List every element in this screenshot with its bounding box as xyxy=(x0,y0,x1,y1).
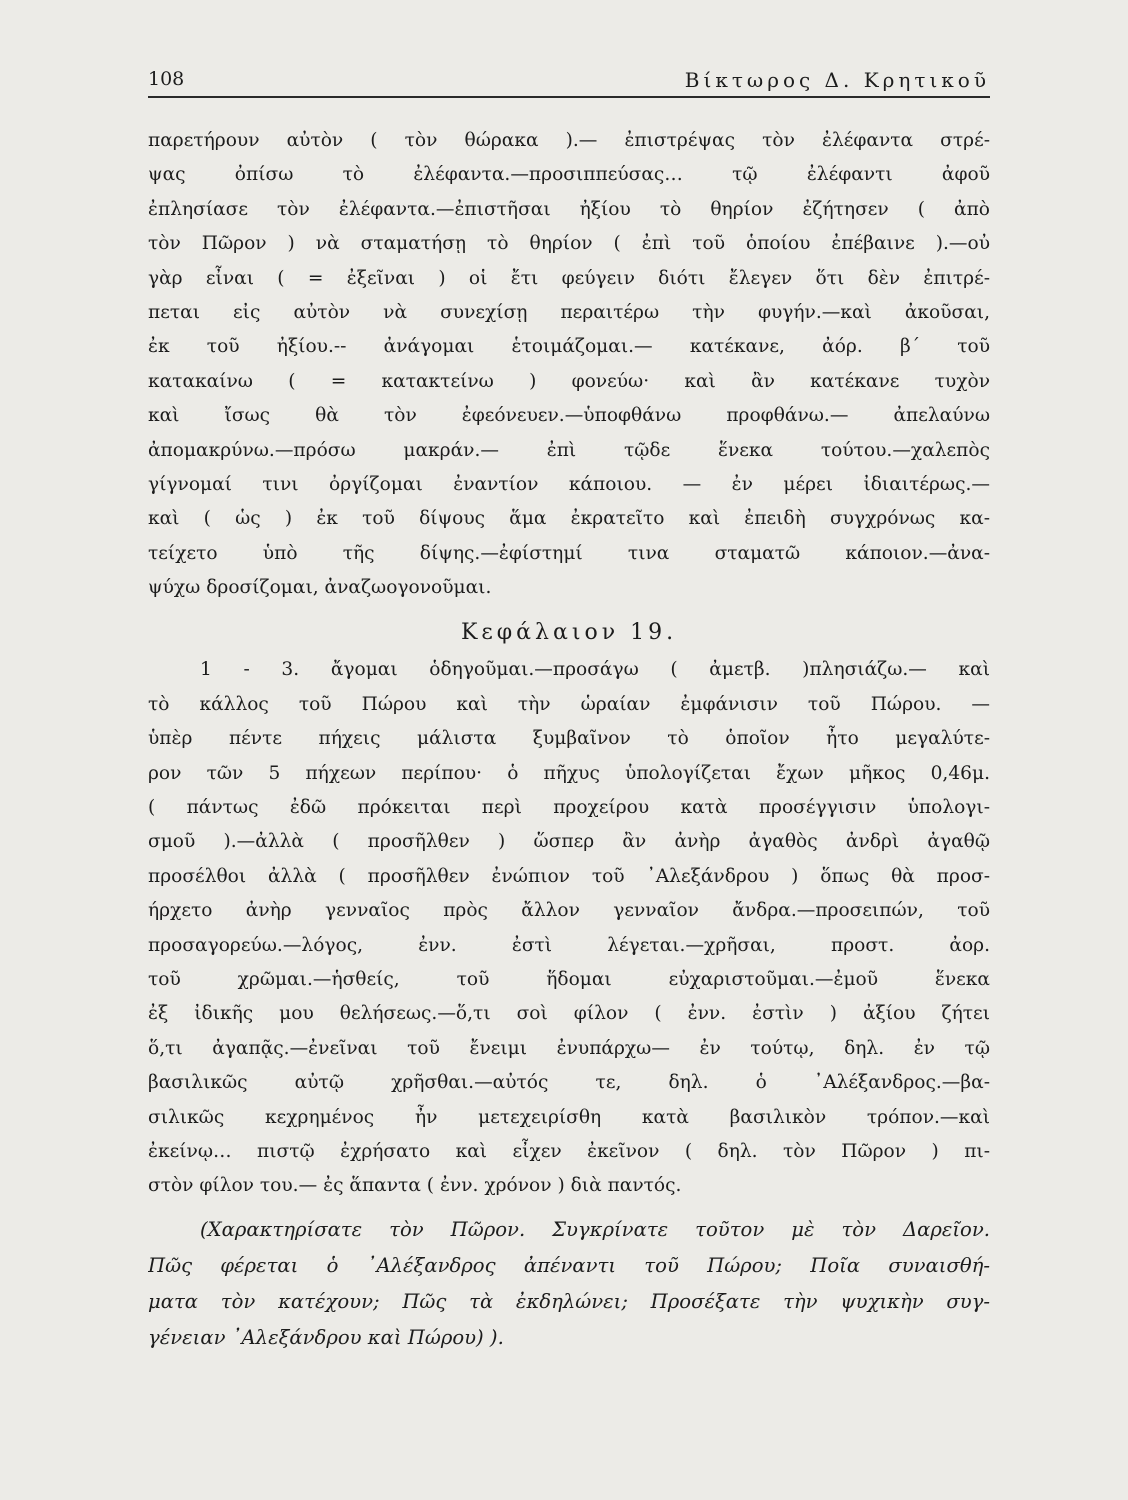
text-line: ἐκείνῳ… πιστῷ ἐχρήσατο καὶ εἶχεν ἐκεῖνον ( δηλ. τὸν Πῶρον ) πι- xyxy=(148,1140,990,1162)
text-line: καὶ ἴσως θὰ τὸν ἐφεόνευεν.—ὑποφθάνω προφθάνω.— ἀπελαύνω xyxy=(148,405,990,427)
text-line: στὸν φίλον του.— ἐς ἅπαντα ( ἐνν. χρόνον ) διὰ παντός. xyxy=(148,1175,682,1197)
text-line: καὶ ( ὡς ) ἐκ τοῦ δίψους ἅμα ἐκρατεῖτο καὶ ἐπειδὴ συγχρόνως κα- xyxy=(148,508,990,530)
text-line: ἐξ ἰδικῆς μου θελήσεως.—ὅ,τι σοὶ φίλον ( ἐνν. ἐστὶν ) ἀξίου ζήτει xyxy=(148,1003,990,1025)
text-line: παρετήρουν αὐτὸν ( τὸν θώρακα ).— ἐπιστρέψας τὸν ἐλέφαντα στρέ- xyxy=(148,130,990,151)
note-line: (Χαρακτηρίσατε τὸν Πῶρον. Συγκρίνατε τοῦτον μὲ τὸν Δαρεῖον. xyxy=(200,1217,990,1241)
text-line: 1 - 3. ἄγομαι ὁδηγοῦμαι.—προσάγω ( ἀμετβ. )πλησιάζω.— καὶ xyxy=(200,659,990,681)
paragraph-glossary-1 xyxy=(148,124,990,605)
text-line: προσέλθοι ἀλλὰ ( προσῆλθεν ἐνώπιον τοῦ ᾿Αλεξάνδρου ) ὅπως θὰ προσ- xyxy=(148,865,990,887)
page-body xyxy=(148,124,990,1356)
text-line: ἐπλησίασε τὸν ἐλέφαντα.—ἐπιστῆσαι ἠξίου τὸ θηρίον ἐζήτησεν ( ἀπὸ xyxy=(148,198,990,220)
note-line: ματα τὸν κατέχουν; Πῶς τὰ ἐκδηλώνει; Προσέξατε τὴν ψυχικὴν συγ- xyxy=(148,1289,990,1313)
text-line: τείχετο ὑπὸ τῆς δίψης.—ἐφίστημί τινα σταματῶ κάποιον.—ἀνα- xyxy=(148,542,990,564)
text-line: τὸ κάλλος τοῦ Πώρου καὶ τὴν ὡραίαν ἐμφάνισιν τοῦ Πώρου. — xyxy=(148,693,990,715)
text-line: προσαγορεύω.—λόγος, ἐνν. ἐστὶ λέγεται.—χρῆσαι, προστ. ἀορ. xyxy=(148,934,990,956)
page-number: 108 xyxy=(148,68,185,90)
text-line: ἀπομακρύνω.—πρόσω μακράν.— ἐπὶ τῷδε ἕνεκα τούτου.—χαλεπὸς xyxy=(148,439,990,461)
note-line: γένειαν ᾿Αλεξάνδρου καὶ Πώρου) ). xyxy=(148,1325,504,1349)
text-line: ψύχω δροσίζομαι, ἀναζωογονοῦμαι. xyxy=(148,577,492,599)
page-header xyxy=(148,62,990,98)
text-line: βασιλικῶς αὐτῷ χρῆσθαι.—αὐτός τε, δηλ. ὁ ᾿Αλέξανδρος.—βα- xyxy=(148,1072,990,1094)
note-line: Πῶς φέρεται ὁ ᾿Αλέξανδρος ἀπέναντι τοῦ Πώρου; Ποῖα συναισθή- xyxy=(148,1253,990,1277)
text-line: γὰρ εἶναι ( = ἐξεῖναι ) οἱ ἔτι φεύγειν διότι ἔλεγεν ὅτι δὲν ἐπιτρέ- xyxy=(148,267,990,289)
paragraph-glossary-2 xyxy=(148,653,990,1203)
text-line: τοῦ χρῶμαι.—ἡσθείς, τοῦ ἥδομαι εὐχαριστοῦμαι.—ἐμοῦ ἕνεκα xyxy=(148,968,990,990)
italic-note xyxy=(148,1212,990,1356)
text-line: γίγνομαί τινι ὀργίζομαι ἐναντίον κάποιου. — ἐν μέρει ἰδιαιτέρως.— xyxy=(148,473,990,495)
chapter-title: Κεφάλαιον 19. xyxy=(460,620,678,646)
running-head: Βίκτωρος Δ. Κρητικοῦ xyxy=(684,68,990,92)
text-line: πεται εἰς αὐτὸν νὰ συνεχίσῃ περαιτέρω τὴν φυγήν.—καὶ ἀκοῦσαι, xyxy=(148,301,990,323)
text-line: κατακαίνω ( = κατακτείνω ) φονεύω· καὶ ἂν κατέκανε τυχὸν xyxy=(148,370,990,392)
text-line: ὑπὲρ πέντε πήχεις μάλιστα ξυμβαῖνον τὸ ὁποῖον ἦτο μεγαλύτε- xyxy=(148,728,990,750)
text-line: ρον τῶν 5 πήχεων περίπου· ὁ πῆχυς ὑπολογίζεται ἔχων μῆκος 0,46μ. xyxy=(148,762,990,784)
text-line: ὅ,τι ἀγαπᾷς.—ἐνεῖναι τοῦ ἔνειμι ἐνυπάρχω— ἐν τούτῳ, δηλ. ἐν τῷ xyxy=(148,1037,990,1059)
text-line: σιλικῶς κεχρημένος ἦν μετεχειρίσθη κατὰ βασιλικὸν τρόπον.—καὶ xyxy=(148,1106,990,1128)
text-line: ήρχετο ἀνὴρ γενναῖος πρὸς ἄλλον γενναῖον ἄνδρα.—προσειπών, τοῦ xyxy=(148,900,990,922)
text-line: ( πάντως ἐδῶ πρόκειται περὶ προχείρου κατὰ προσέγγισιν ὑπολογι- xyxy=(148,797,990,819)
text-line: τὸν Πῶρον ) νὰ σταματήσῃ τὸ θηρίον ( ἐπὶ τοῦ ὁποίου ἐπέβαινε ).—οὐ xyxy=(148,233,990,255)
text-line: ἐκ τοῦ ἠξίου.-- ἀνάγομαι ἑτοιμάζομαι.— κατέκανε, ἀόρ. β΄ τοῦ xyxy=(148,336,990,358)
text-line: σμοῦ ).—ἀλλὰ ( προσῆλθεν ) ὥσπερ ἂν ἀνὴρ ἀγαθὸς ἀνδρὶ ἀγαθῷ xyxy=(148,831,990,853)
text-line: ψας ὀπίσω τὸ ἐλέφαντα.—προσιππεύσας… τῷ ἐλέφαντι ἀφοῦ xyxy=(148,164,990,186)
